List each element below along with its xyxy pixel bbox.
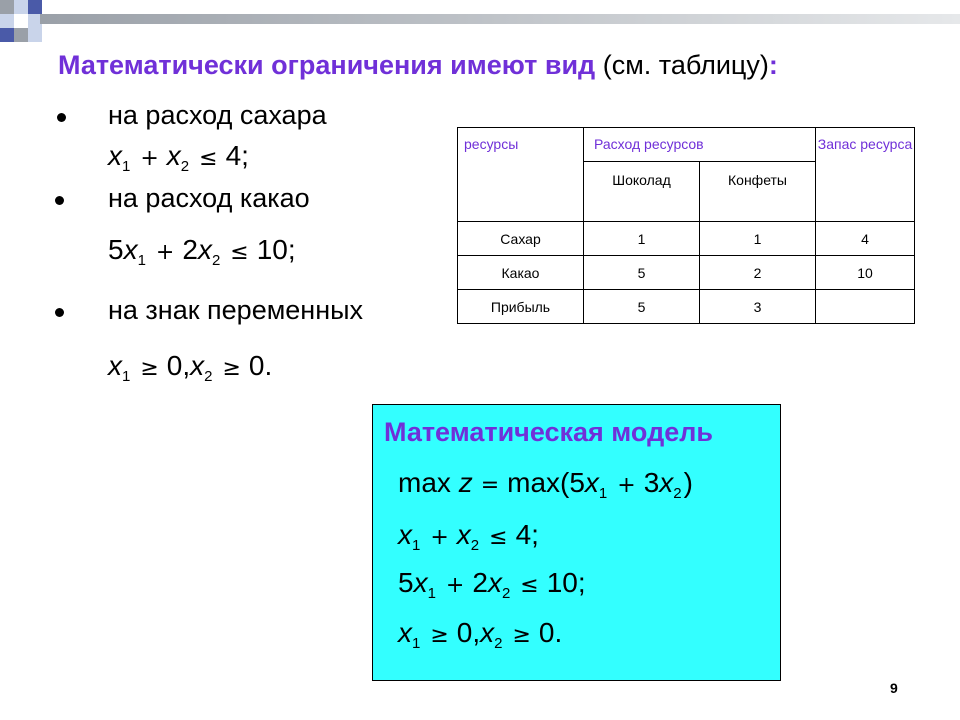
row-name: Сахар [458, 222, 584, 256]
table-row [458, 290, 915, 324]
bullet-sugar: на расход сахара [108, 100, 327, 130]
cell-chocolate: 5 [584, 290, 700, 324]
bullet-dot [55, 196, 64, 205]
model-box [372, 404, 781, 681]
table-row [458, 222, 915, 256]
constraint-sugar: $x_1 + x_2 \le 4$; [108, 140, 249, 175]
cell-candies: 2 [700, 256, 816, 290]
page-number: 9 [890, 680, 898, 696]
model-constraint-cocoa: $5x_1 + 2x_2 \le 10$; [398, 567, 586, 602]
cell-candies: 1 [700, 222, 816, 256]
constraint-cocoa: $5x_1 + 2x_2 \le 10$; [108, 234, 296, 269]
subheader-chocolate: Шоколад [584, 162, 700, 222]
header-stock: Запас ресурса [816, 128, 915, 222]
model-constraint-sugar: $x_1 + x_2 \le 4$; [398, 519, 539, 554]
header-resources: ресурсы [458, 128, 584, 222]
bullet-dot [55, 308, 64, 317]
cell-stock: 4 [816, 222, 915, 256]
row-name: Какао [458, 256, 584, 290]
model-title: Математическая модель [384, 417, 713, 447]
cell-stock: 10 [816, 256, 915, 290]
cell-stock [816, 290, 915, 324]
bullet-cocoa: на расход какао [108, 183, 310, 213]
cell-chocolate: 5 [584, 256, 700, 290]
cell-candies: 3 [700, 290, 816, 324]
bullet-sign: на знак переменных [108, 295, 364, 325]
table-row [458, 256, 915, 290]
header-consumption: Расход ресурсов [584, 128, 816, 162]
slide-title: Математически ограничения имеют вид (см. таблицу): [58, 50, 778, 80]
resources-table [457, 127, 915, 324]
constraint-sign: $x_1 \ge 0,x_2 \ge 0$. [108, 350, 273, 385]
top-decorative-bar [40, 14, 960, 24]
model-constraint-sign: $x_1 \ge 0,x_2 \ge 0$. [398, 617, 563, 652]
row-name: Прибыль [458, 290, 584, 324]
subheader-candies: Конфеты [700, 162, 816, 222]
bullet-dot [57, 113, 66, 122]
cell-chocolate: 1 [584, 222, 700, 256]
model-objective: $\max z = \max(5x_1 + 3x_2)$ [398, 467, 693, 502]
